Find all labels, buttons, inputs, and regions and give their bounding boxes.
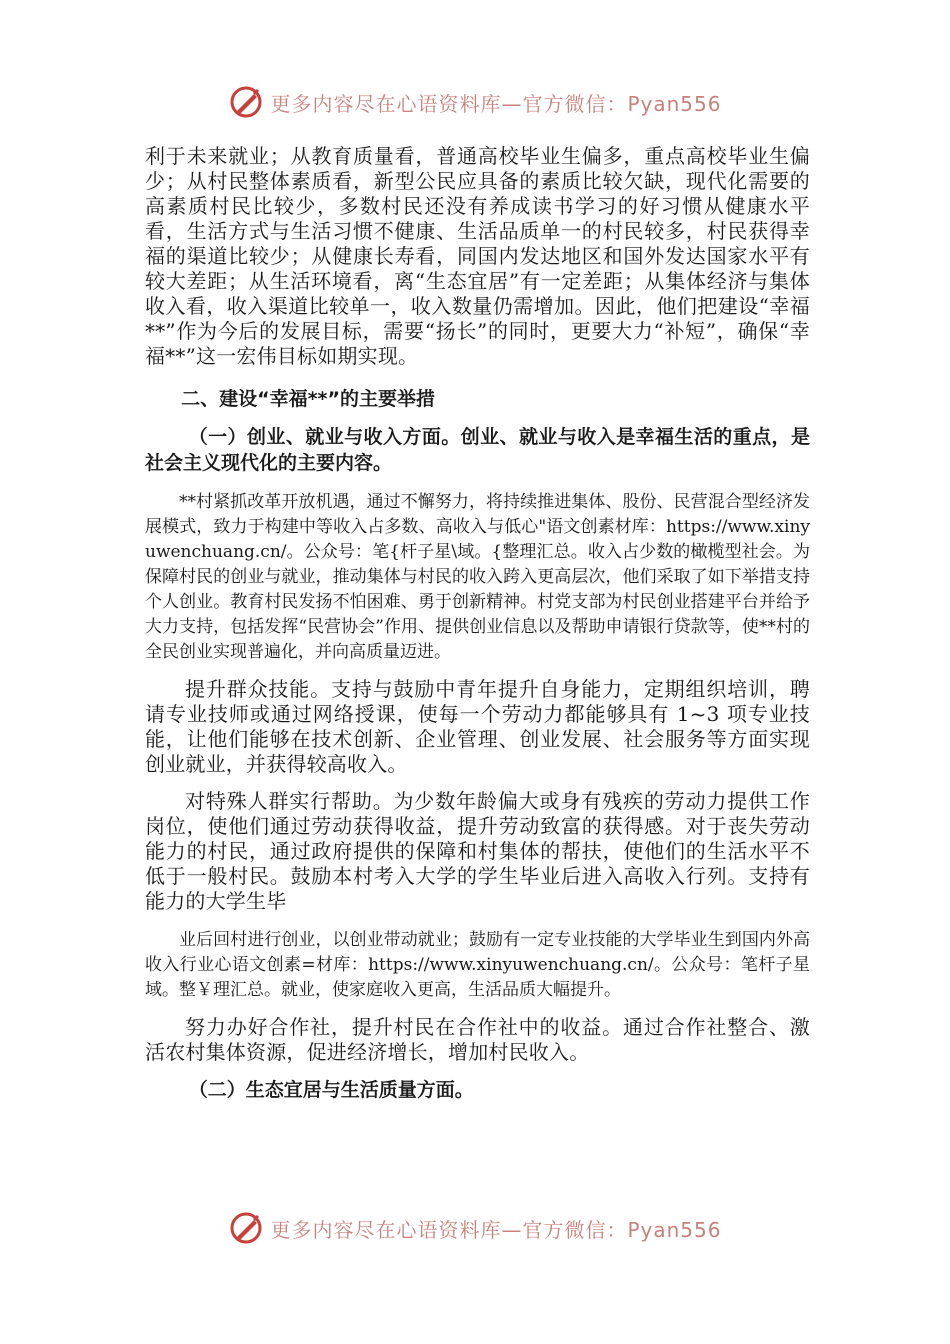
banner-text: 更多内容尽在心语资料库—官方微信：Pyan556 (270, 91, 722, 116)
footer-banner (0, 1208, 950, 1248)
paragraph-2: **村紧抓改革开放机遇，通过不懈努力，将持续推进集体、股份、民营混合型经济发展模式，致力于构建中等收入占多数、高收入与低心"语文创素材库：https://www.xinyuwenchuang.cn/。公众号：笔{杆子星\域。{整理汇总。收入占少数的橄榄型社会。为保障村民的创业与就业，推动集体与村民的收入跨入更高层次，他们采取了如下举措支持个人创业。教育村民发扬不怕困难、勇于创新精神。村党支部为村民创业搭建平台并给予大力支持，包括发挥“民营协会”作用、提供创业信息以及帮助申请银行贷款等，使**村的全民创业实现普遍化，并向高质量迈进。 (145, 492, 810, 662)
header-banner (0, 82, 950, 122)
subsection-heading-2: （二）生态宜居与生活质量方面。 (188, 1079, 474, 1101)
pen-logo-icon (228, 84, 264, 120)
document-body (145, 144, 810, 1103)
paragraph-3: 提升群众技能。支持与鼓励中青年提升自身能力，定期组织培训，聘请专业技师或通过网络授课，使每一个劳动力都能够具有 1~3 项专业技能，让他们能够在技术创新、企业管理、创业发展、社会服务等方面实现创业就业，并获得较高收入。 (145, 677, 810, 776)
paragraph-5: 业后回村进行创业，以创业带动就业；鼓励有一定专业技能的大学毕业生到国内外高收入行业心语文创素=材库：https://www.xinyuwenchuang.cn/。公众号：笔杆子星域。整￥理汇总。就业，使家庭收入更高，生活品质大幅提升。 (145, 930, 810, 1000)
paragraph-4: 对特殊人群实行帮助。为少数年龄偏大或身有残疾的劳动力提供工作岗位，使他们通过劳动获得收益，提升劳动致富的获得感。对于丧失劳动能力的村民，通过政府提供的保障和村集体的帮扶，使他们的生活水平不低于一般村民。鼓励本村考入大学的学生毕业后进入高收入行列。支持有能力的大学生毕 (145, 789, 810, 913)
section-heading-2: 二、建设“幸福**”的主要举措 (181, 388, 435, 410)
subsection-heading-1: （一）创业、就业与收入方面。创业、就业与收入是幸福生活的重点，是社会主义现代化的主要内容。 (145, 426, 810, 474)
paragraph-6: 努力办好合作社，提升村民在合作社中的收益。通过合作社整合、激活农村集体资源，促进经济增长，增加村民收入。 (145, 1015, 810, 1064)
pen-logo-icon (228, 1210, 264, 1246)
paragraph-1: 利于未来就业；从教育质量看，普通高校毕业生偏多，重点高校毕业生偏少；从村民整体素质看，新型公民应具备的素质比较欠缺，现代化需要的高素质村民比较少，多数村民还没有养成读书学习的好习惯从健康水平看，生活方式与生活习惯不健康、生活品质单一的村民较多，村民获得幸福的渠道比较少；从健康长寿看，同国内发达地区和国外发达国家水平有较大差距；从生活环境看，离“生态宜居”有一定差距；从集体经济与集体收入看，收入渠道比较单一，收入数量仍需增加。因此，他们把建设“幸福**”作为今后的发展目标，需要“扬长”的同时，更要大力“补短”，确保“幸福**”这一宏伟目标如期实现。 (145, 144, 810, 368)
banner-text: 更多内容尽在心语资料库—官方微信：Pyan556 (270, 1217, 722, 1242)
